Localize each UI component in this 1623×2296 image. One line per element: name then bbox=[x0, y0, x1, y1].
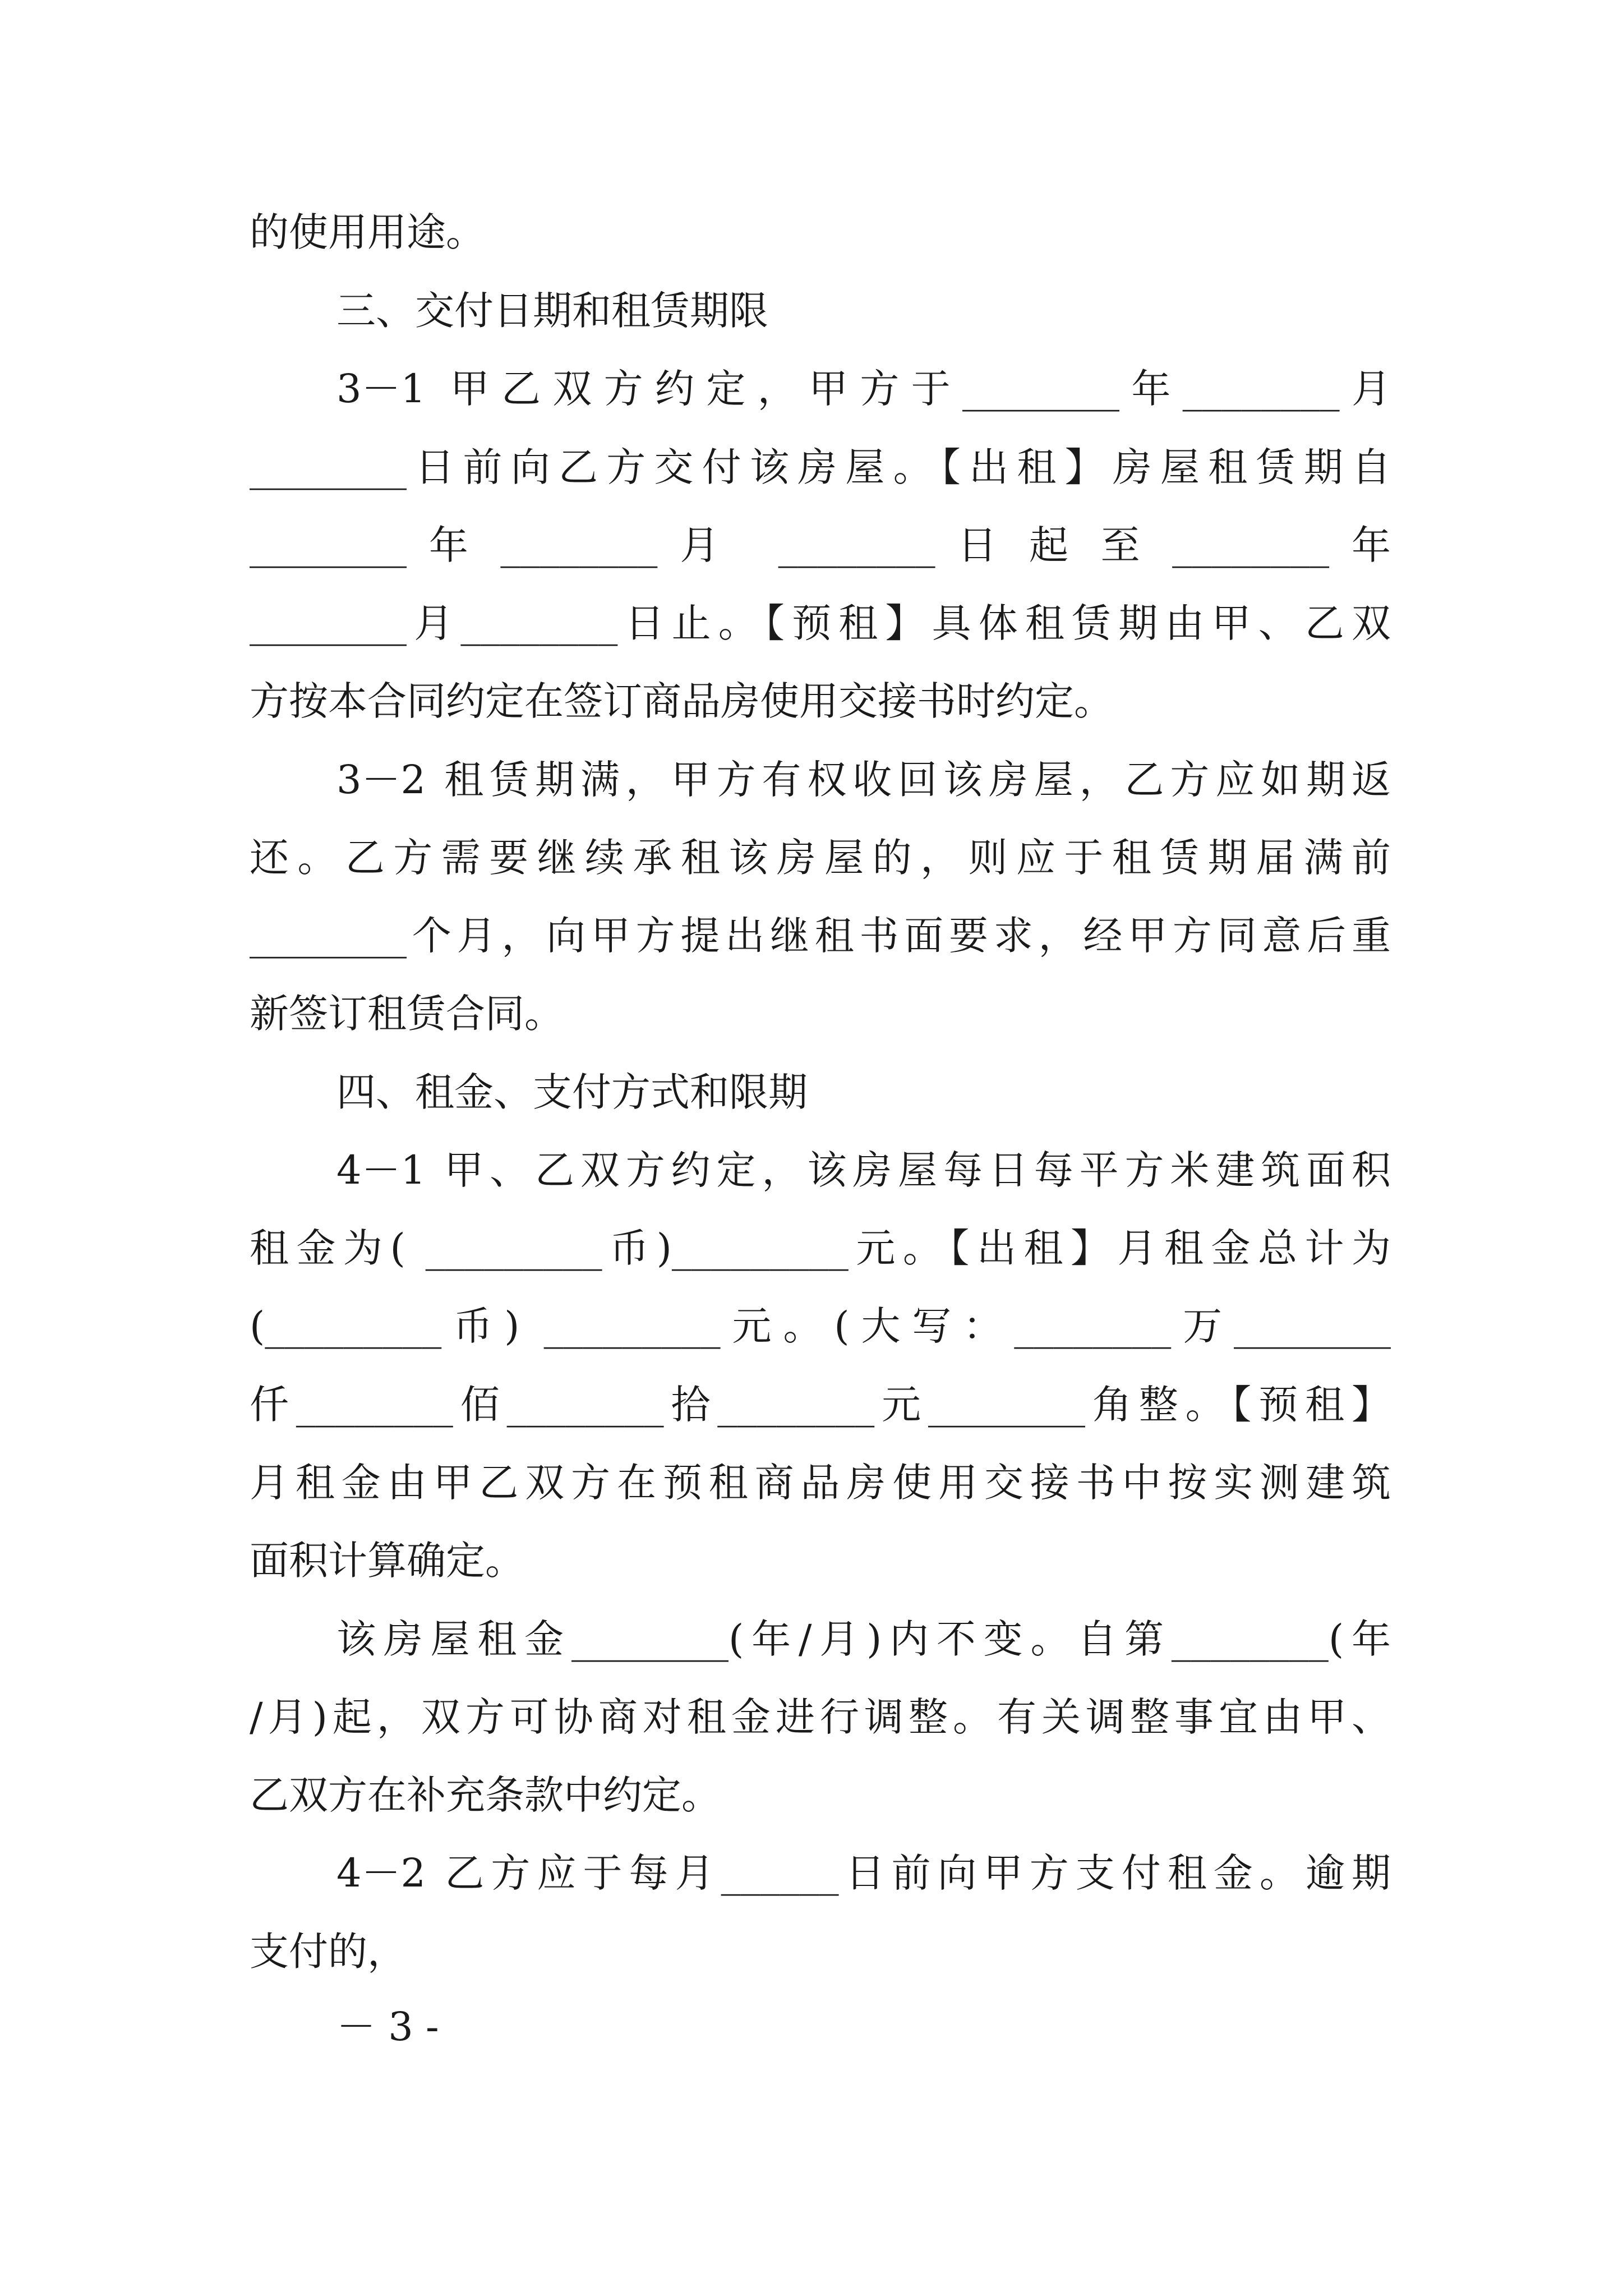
paragraph-line: ________日前向乙方交付该房屋。【出租】房屋租赁期自 bbox=[250, 444, 1391, 490]
paragraph-line: ________月________日止。【预租】具体租赁期由甲、乙双 bbox=[250, 600, 1391, 646]
paragraph-line: 4－1 甲、乙双方约定，该房屋每日每平方米建筑面积 bbox=[336, 1147, 1391, 1193]
paragraph-line: 3－2 租赁期满，甲方有权收回该房屋，乙方应如期返 bbox=[336, 757, 1391, 803]
paragraph-line: 租金为( _________币)_________元。【出租】月租金总计为 bbox=[250, 1225, 1391, 1271]
paragraph-line: 方按本合同约定在签订商品房使用交接书时约定。 bbox=[250, 678, 1113, 724]
paragraph-line: 还。乙方需要继续承租该房屋的，则应于租赁期届满前 bbox=[250, 835, 1391, 881]
page-number: － 3 - bbox=[336, 2004, 439, 2050]
paragraph-line: 的使用用途。 bbox=[250, 209, 485, 255]
paragraph-line: 3－1 甲乙双方约定，甲方于________年________月 bbox=[336, 366, 1391, 412]
paragraph-line: 仟________佰________拾________元________角整。【预租】 bbox=[250, 1382, 1391, 1428]
section-heading: 四、租金、支付方式和限期 bbox=[336, 1069, 808, 1115]
section-heading: 三、交付日期和租赁期限 bbox=[336, 288, 768, 334]
paragraph-line: (_________币) _________元。(大写：________万________ bbox=[250, 1303, 1391, 1349]
paragraph-line: ________个月，向甲方提出继租书面要求，经甲方同意后重 bbox=[250, 913, 1391, 959]
paragraph-line: 乙双方在补充条款中约定。 bbox=[250, 1772, 721, 1818]
paragraph-line: 支付的， bbox=[250, 1929, 407, 1975]
paragraph-line: ________ 年 ________ 月 ________ 日 起 至 ________ 年 bbox=[250, 522, 1391, 568]
paragraph-line: 月租金由甲乙双方在预租商品房使用交接书中按实测建筑 bbox=[250, 1460, 1391, 1506]
paragraph-line: 该房屋租金________(年/月)内不变。自第________(年 bbox=[336, 1616, 1391, 1662]
paragraph-line: 4－2 乙方应于每月______日前向甲方支付租金。逾期 bbox=[336, 1850, 1391, 1896]
paragraph-line: 新签订租赁合同。 bbox=[250, 991, 564, 1037]
paragraph-line: 面积计算确定。 bbox=[250, 1538, 524, 1584]
paragraph-line: /月)起，双方可协商对租金进行调整。有关调整事宜由甲、 bbox=[250, 1694, 1391, 1740]
